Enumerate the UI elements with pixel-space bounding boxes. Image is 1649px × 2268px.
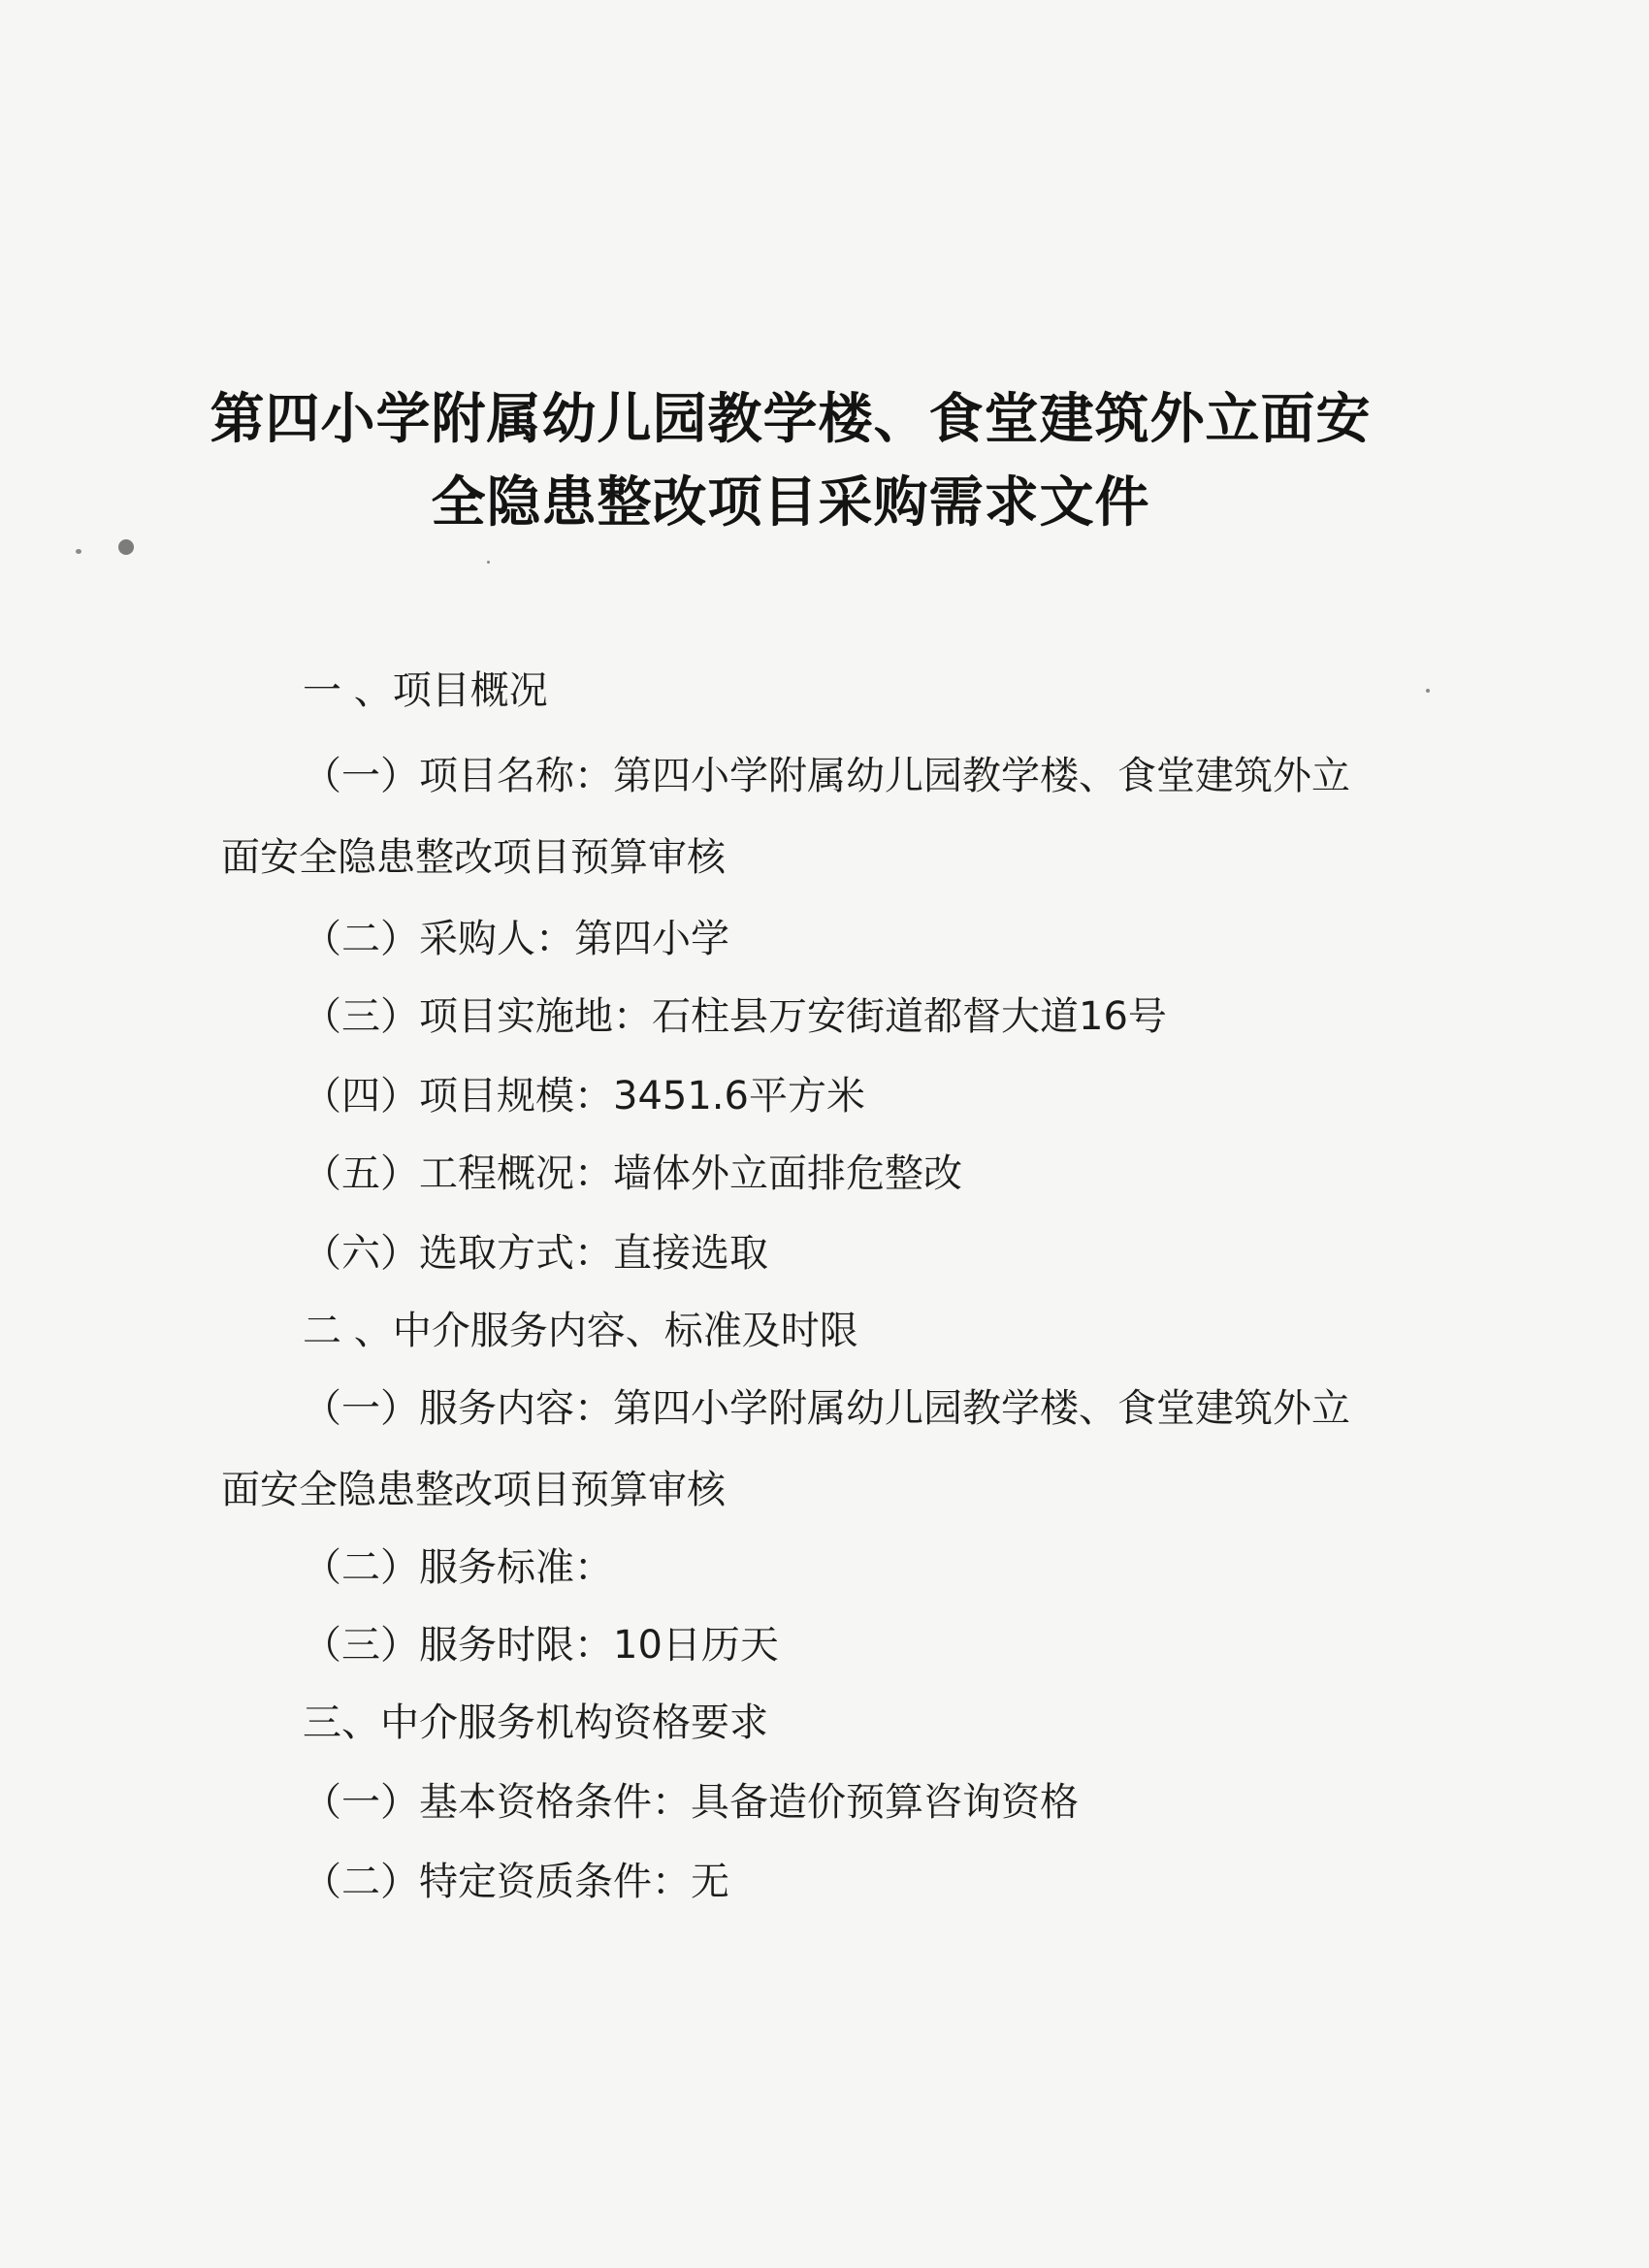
section-1-heading: 一 、项目概况 (303, 668, 548, 713)
section-3-heading: 三、中介服务机构资格要求 (303, 1701, 768, 1745)
s1-item-3: （三）项目实施地：石柱县万安街道都督大道16号 (303, 994, 1167, 1039)
s2-item-3: （三）服务时限：10日历天 (303, 1623, 779, 1668)
s1-item-4: （四）项目规模：3451.6平方米 (303, 1074, 865, 1118)
scan-speck (76, 549, 81, 554)
scan-speck (487, 561, 490, 564)
document-title-line-2: 全隐患整改项目采购需求文件 (431, 471, 1150, 535)
s1-item-1-line-2: 面安全隐患整改项目预算审核 (221, 835, 726, 880)
s1-item-2: （二）采购人：第四小学 (303, 917, 729, 961)
s1-item-5: （五）工程概况：墙体外立面排危整改 (303, 1151, 962, 1196)
s1-item-1-line-1: （一）项目名称：第四小学附属幼儿园教学楼、食堂建筑外立 (303, 754, 1350, 798)
section-2-heading: 二 、中介服务内容、标准及时限 (303, 1309, 858, 1353)
document-title-line-1: 第四小学附属幼儿园教学楼、食堂建筑外立面安 (210, 388, 1372, 451)
s3-item-1: （一）基本资格条件：具备造价预算咨询资格 (303, 1780, 1079, 1825)
s1-item-6: （六）选取方式：直接选取 (303, 1231, 768, 1276)
s2-item-1-line-2: 面安全隐患整改项目预算审核 (221, 1468, 726, 1512)
s2-item-2: （二）服务标准： (303, 1545, 613, 1590)
scan-speck (118, 539, 134, 555)
scan-speck (1426, 689, 1430, 693)
s3-item-2: （二）特定资质条件：无 (303, 1860, 729, 1904)
s2-item-1-line-1: （一）服务内容：第四小学附属幼儿园教学楼、食堂建筑外立 (303, 1386, 1350, 1431)
